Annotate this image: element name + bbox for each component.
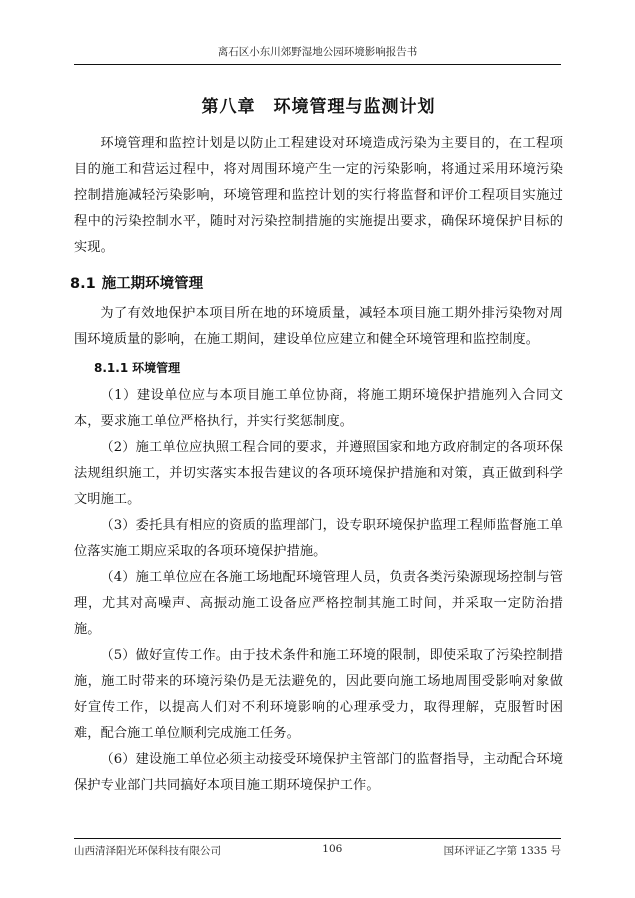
list-item: （5）做好宣传工作。由于技术条件和施工环境的限制，即使采取了污染控制措施，施工时带来的环境污染仍是无法避免的，因此要向施工场地周围受影响对象做好宣传工作，以提高人们对不利环境影响的心理承受力，取得理解，克服暂时困难，配合施工单位顺利完成施工任务。: [74, 648, 563, 741]
subsection-number: 8.1.1: [94, 361, 129, 375]
chapter-title: [74, 92, 563, 117]
subsection-title: 环境管理: [132, 361, 181, 375]
list-item: （4）施工单位应在各施工场地配环境管理人员，负责各类污染源现场控制与管理，尤其对高噪声、高振动施工设备应严格控制其施工时间，并采取一定防治措施。: [74, 570, 563, 637]
page-content: [70, 92, 563, 799]
running-header: 离石区小东川郊野湿地公园环境影响报告书: [74, 44, 561, 65]
list-item: （2）施工单位应执照工程合同的要求，并遵照国家和地方政府制定的各项环保法规组织施工，并切实落实本报告建议的各项环境保护措施和对策，真正做到科学文明施工。: [74, 440, 563, 507]
subsection-heading: [94, 355, 563, 381]
list-item: （1）建设单位应与本项目施工单位协商，将施工期环境保护措施列入合同文本，要求施工单位严格执行，并实行奖惩制度。: [74, 388, 563, 429]
footer-license: 国环评证乙字第 1335 号: [443, 845, 561, 857]
section-intro-paragraph: 为了有效地保护本项目所在地的环境质量，减轻本项目施工期外排污染物对周围环境质量的影响，在施工期间，建设单位应建立和健全环境管理和监控制度。: [74, 306, 563, 347]
list-item: （3）委托具有相应的资质的监理部门，设专职环境保护监理工程师监督施工单位落实施工期应采取的各项环境保护措施。: [74, 518, 563, 559]
section-heading: [70, 271, 563, 297]
chapter-name: 环境管理与监测计划: [273, 97, 436, 117]
page-number: 106: [322, 843, 343, 855]
chapter-number: 第八章: [201, 97, 256, 117]
section-number: 8.1: [70, 276, 96, 292]
section-title: 施工期环境管理: [101, 276, 204, 292]
running-footer: [74, 838, 561, 858]
chapter-intro-paragraph: 环境管理和监控计划是以防止工程建设对环境造成污染为主要目的，在工程项目的施工和营运过程中，将对周围环境产生一定的污染影响，将通过采用环境污染控制措施减轻污染影响，环境管理和监控计划的实行将监督和评价工程项目实施过程中的污染控制水平，随时对污染控制措施的实施提出要求，确保环境保护目标的实现。: [74, 136, 563, 255]
footer-company: 山西清泽阳光环保科技有限公司: [74, 845, 221, 857]
list-item: （6）建设施工单位必须主动接受环境保护主管部门的监督指导，主动配合环境保护专业部门共同搞好本项目施工期环境保护工作。: [74, 752, 563, 793]
